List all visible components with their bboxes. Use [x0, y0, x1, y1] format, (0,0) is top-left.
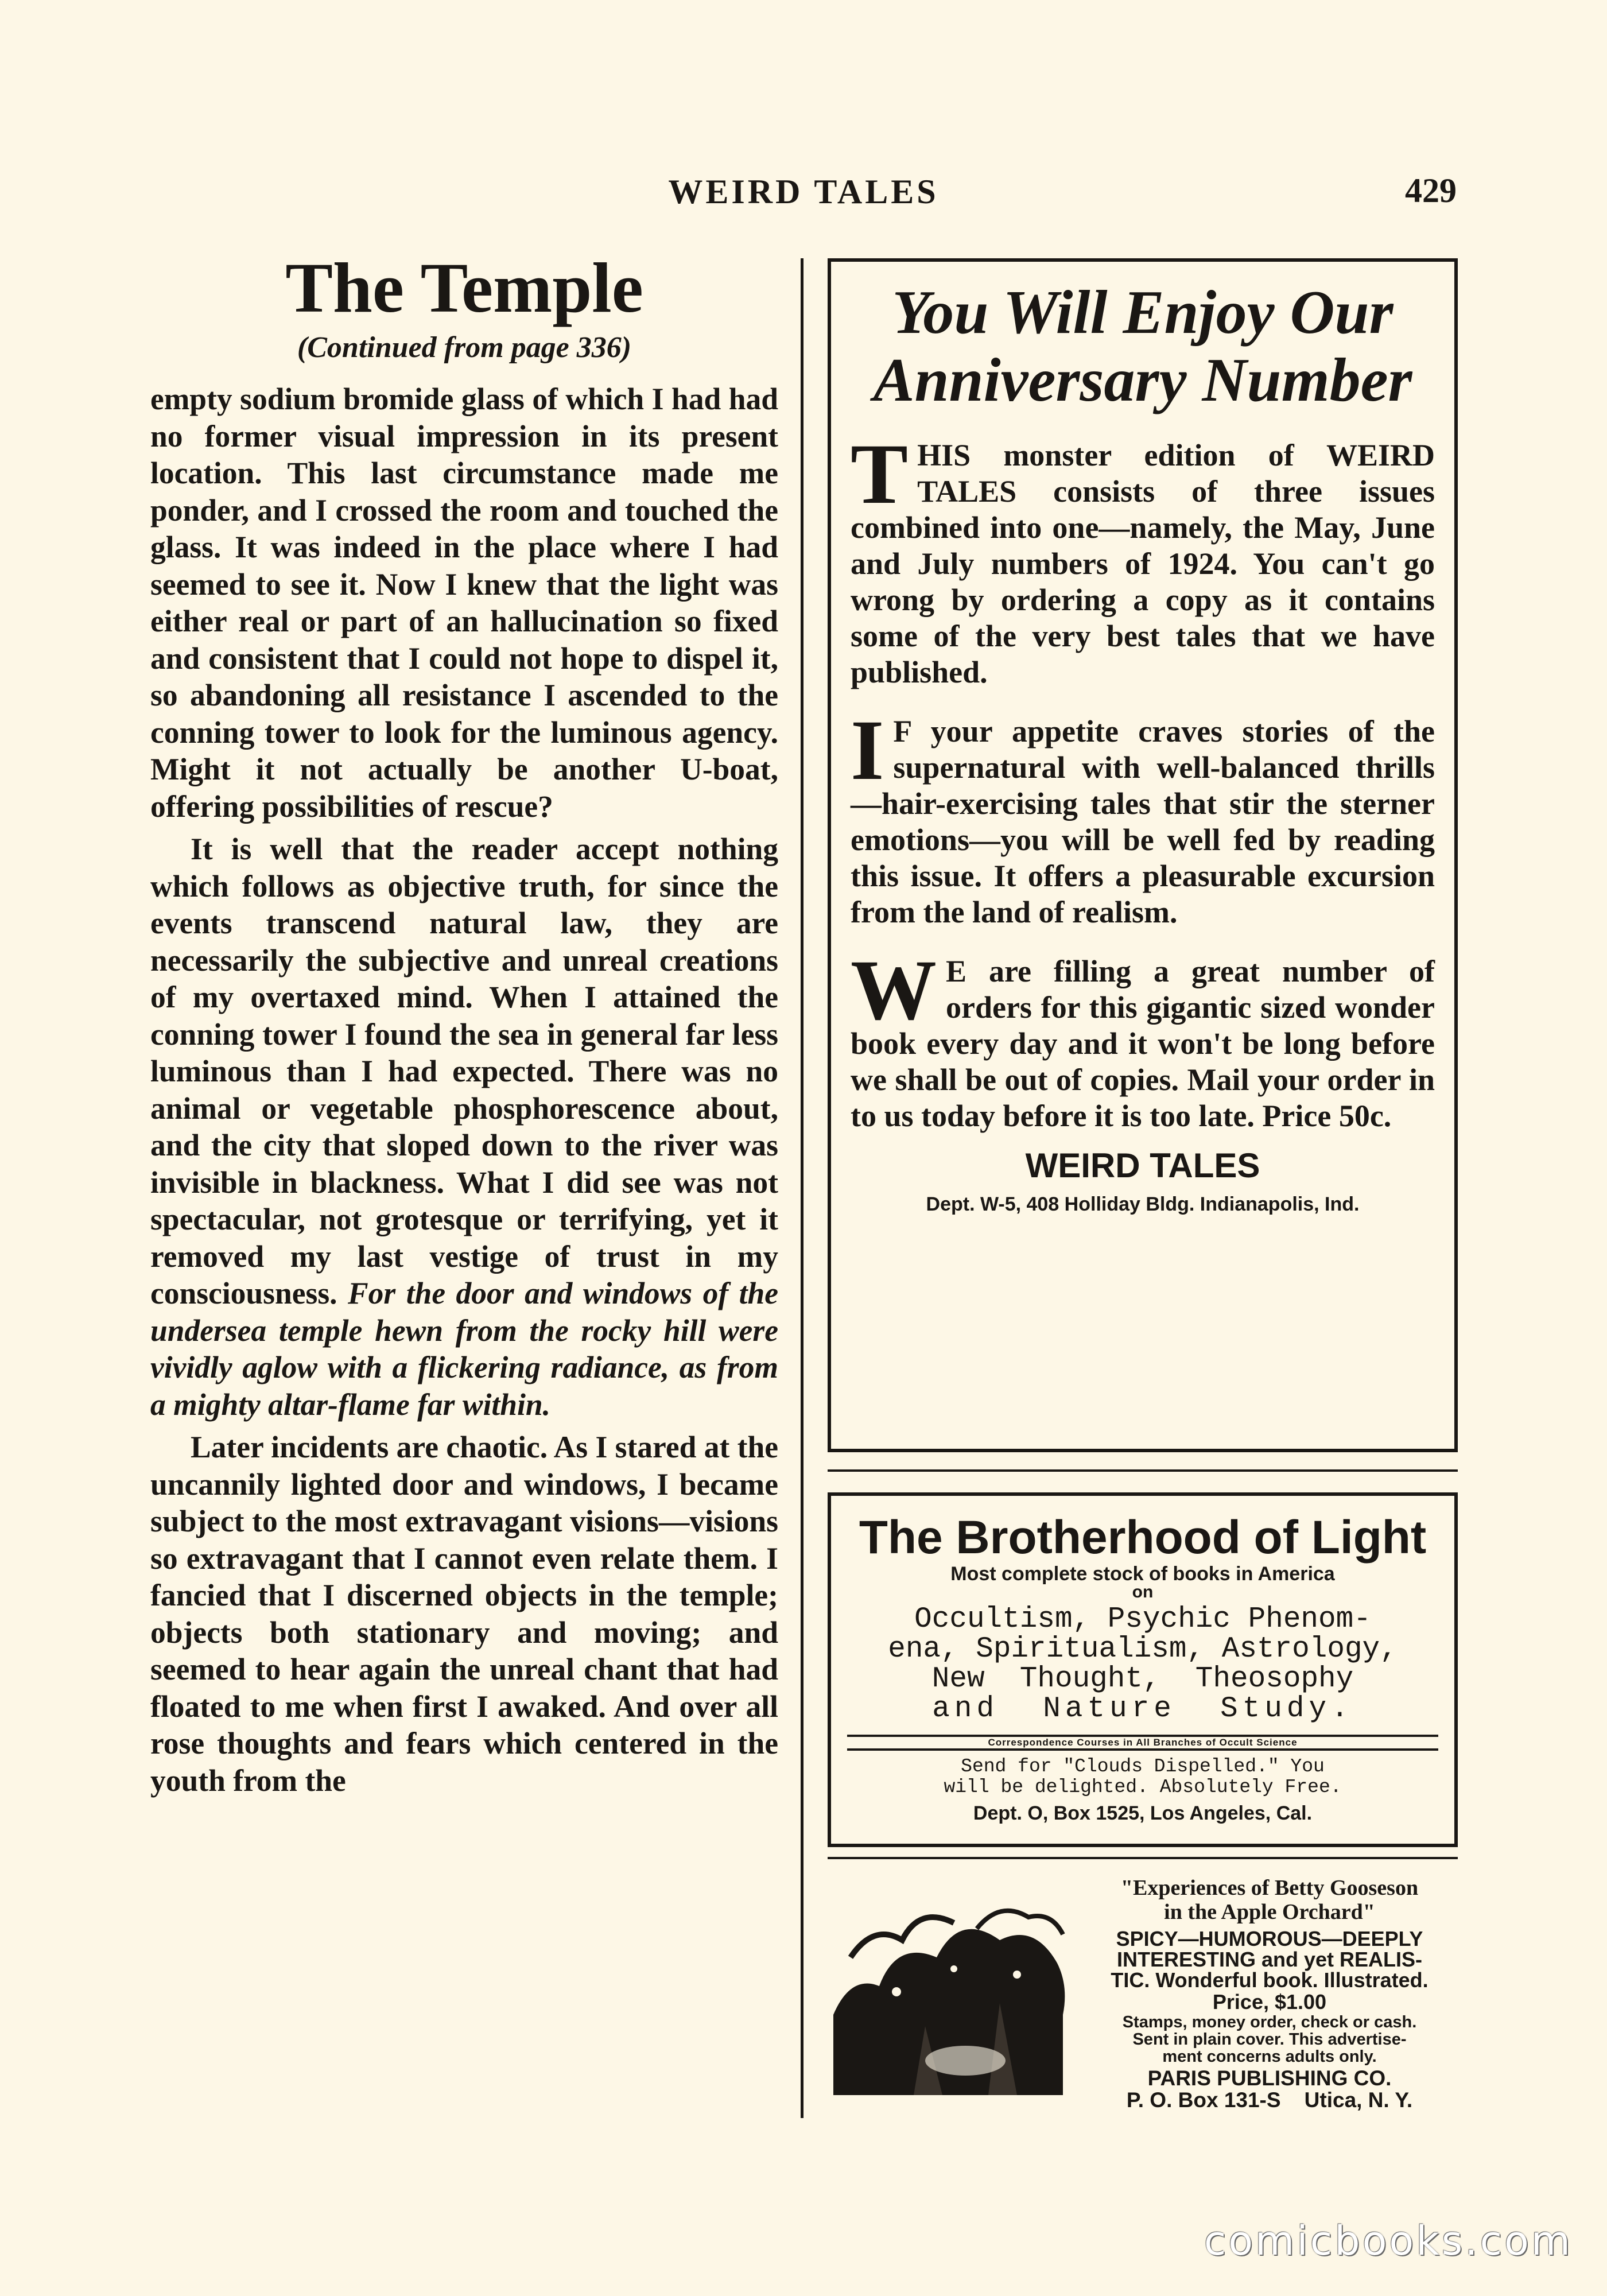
betty-ad-publisher-address: P. O. Box 131-S Utica, N. Y. — [1126, 2088, 1413, 2112]
betty-ad-title-line: in the Apple Orchard" — [1164, 1900, 1375, 1924]
anniversary-ad-paragraph-1 — [851, 426, 1435, 691]
anniversary-ad — [828, 258, 1458, 1452]
betty-ad-title-line: "Experiences of Betty Gooseson — [1120, 1876, 1419, 1900]
brotherhood-ad-offer — [847, 1756, 1438, 1798]
brotherhood-ad-tagline: Most complete stock of books in America — [950, 1563, 1335, 1585]
brotherhood-ad-headline: The Brotherhood of Light — [859, 1511, 1427, 1564]
betty-ad-terms — [1074, 2014, 1465, 2065]
betty-ad-terms-line: Stamps, money order, check or cash. — [1122, 2013, 1417, 2031]
topics-line: New Thought, Theosophy — [931, 1663, 1354, 1696]
story-title: The Temple — [285, 249, 643, 327]
anniversary-ad-paragraph-2 — [851, 703, 1435, 930]
drop-cap: I — [851, 703, 884, 798]
anniversary-ad-paragraph-3-text: E are filling a great number of orders for this gigantic sized wonder book every day and it won't be long before we shall be out of copies. Mail your order in to us today before it is too late. Price 50c. — [851, 954, 1435, 1133]
column-divider — [801, 258, 804, 2118]
betty-ad-description-line: SPICY—HUMOROUS—DEEPLY — [1116, 1927, 1423, 1950]
offer-line: will be delighted. Absolutely Free. — [944, 1777, 1342, 1798]
anniversary-ad-paragraph-2-text: F your appetite craves stories of the supernatural with well-balanced thrills—hair-exercising tales that stir the sterner emotions—you will be well fed by reading this issue. It offers a pleasurable excursion from the land of realism. — [851, 714, 1435, 929]
betty-ad-publisher-name: PARIS PUBLISHING CO. — [1147, 2066, 1392, 2090]
page-number: 429 — [1405, 172, 1457, 210]
brotherhood-ad-address: Dept. O, Box 1525, Los Angeles, Cal. — [973, 1802, 1313, 1824]
topics-line: Occultism, Psychic Phenom- — [914, 1603, 1371, 1636]
orchard-illustration — [828, 1888, 1069, 2095]
story-paragraph-1: empty sodium bromide glass of which I had had no former visual impression in its present location. This last circumstance made me ponder, and I crossed the room and touched the glass. It was indeed in the place where I had seemed to see it. Now I knew that the light was either real or part of an hallucination so fixed and consistent that I could not hope to dispel it, so abandoning all resistance I ascended to the conning tower to look for the luminous agency. Might it not actually be another U-boat, offering possibilities of rescue? — [150, 382, 778, 824]
story-paragraph-2-italic: For the door and windows of the undersea temple hewn from the rocky hill were vividly aglow with a flickering radiance, as from a mighty altar-flame far within. — [150, 1276, 778, 1422]
ad-separator — [828, 1469, 1458, 1472]
ad-separator — [828, 1857, 1458, 1859]
anniversary-ad-address: Dept. W-5, 408 Holliday Bldg. Indianapolis, Ind. — [926, 1193, 1360, 1215]
site-watermark: comicbooks.com — [1204, 2217, 1573, 2264]
story-paragraph-2 — [150, 831, 778, 1423]
running-header-title: WEIRD TALES — [668, 173, 939, 211]
betty-ad-title — [1074, 1876, 1465, 1924]
betty-ad-price: Price, $1.00 — [1212, 1990, 1327, 2014]
drop-cap: T — [851, 426, 909, 522]
offer-line: Send for "Clouds Dispelled." You — [961, 1756, 1325, 1777]
betty-ad-description-line: TIC. Wonderful book. Illustrated. — [1111, 1968, 1429, 1992]
betty-gooseson-ad — [1074, 1876, 1465, 2111]
brotherhood-ad-courses-rule: Correspondence Courses in All Branches of Occult Science — [847, 1735, 1438, 1751]
brotherhood-ad-topics — [847, 1605, 1438, 1724]
story-paragraph-3: Later incidents are chaotic. As I stared at the uncannily lighted door and windows, I became subject to the most extravagant visions—visions so extravagant that I cannot even relate them. I fancied that I discerned objects in the temple; objects both stationary and moving; and seemed to hear again the unreal chant that had floated to me when first I awaked. And over all rose thoughts and fears which centered in the youth from the — [150, 1430, 778, 1798]
betty-ad-terms-line: ment concerns adults only. — [1162, 2047, 1377, 2066]
betty-ad-description — [1074, 1929, 1465, 1991]
brotherhood-ad-on: on — [1132, 1583, 1154, 1601]
topics-line: and Nature Study. — [932, 1693, 1353, 1725]
story-column — [150, 247, 778, 1799]
anniversary-ad-headline: You Will Enjoy Our Anniversary Number — [873, 278, 1412, 414]
anniversary-ad-paragraph-3 — [851, 943, 1435, 1134]
betty-ad-terms-line: Sent in plain cover. This advertise- — [1132, 2030, 1407, 2049]
betty-ad-description-line: INTERESTING and yet REALIS- — [1116, 1948, 1423, 1971]
anniversary-ad-paragraph-1-text: HIS monster edition of WEIRD TALES consists of three issues combined into one—namely, the May, June and July numbers of 1924. You can't go wrong by ordering a copy as it contains some of the very best tales that we have published. — [851, 438, 1435, 689]
story-paragraph-2-text: It is well that the reader accept nothing which follows as objective truth, for since the events transcend natural law, they are necessarily the subjective and unreal creations of my overtaxed mind. When I attained the conning tower I found the sea in general far less luminous than I had expected. There was no animal or vegetable phosphorescence about, and the city that sloped down to the river was invisible in blackness. What I did see was not spectacular, not grotesque or terrifying, yet it removed my last vestige of trust in my consciousness. — [150, 832, 778, 1310]
topics-line: ena, Spiritualism, Astrology, — [888, 1633, 1398, 1666]
brotherhood-ad — [828, 1492, 1458, 1847]
continued-note: (Continued from page 336) — [297, 331, 632, 364]
drop-cap: W — [851, 943, 937, 1038]
betty-ad-publisher — [1074, 2068, 1465, 2111]
anniversary-ad-signature: WEIRD TALES — [1025, 1146, 1260, 1185]
